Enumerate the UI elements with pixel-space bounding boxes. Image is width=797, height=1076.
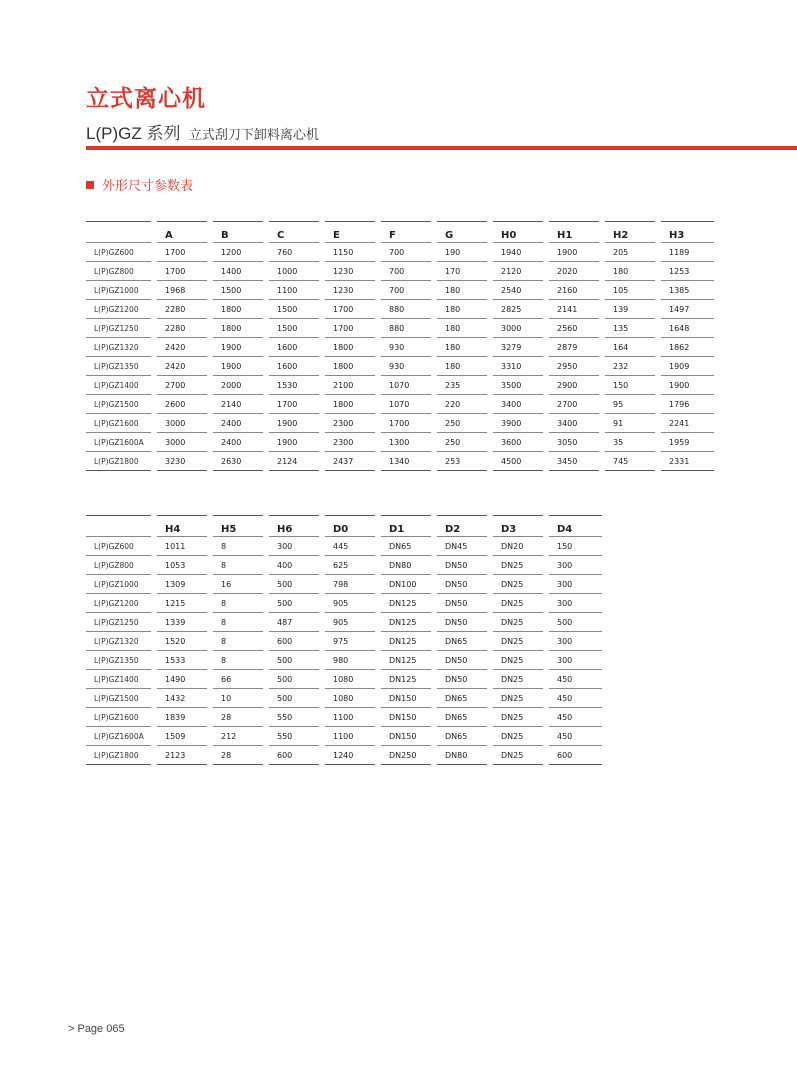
table-cell: DN25 xyxy=(490,727,546,746)
table-cell: 180 xyxy=(434,338,490,357)
table-cell: 1800 xyxy=(322,357,378,376)
table-cell: 1796 xyxy=(658,395,714,414)
model-name-cell: L(P)GZ1000 xyxy=(86,281,154,300)
table-cell: 1940 xyxy=(490,243,546,262)
table-cell: 2400 xyxy=(210,433,266,452)
table-cell: DN25 xyxy=(490,594,546,613)
table-cell: 1968 xyxy=(154,281,210,300)
table-cell: 1700 xyxy=(378,414,434,433)
table-cell: 2241 xyxy=(658,414,714,433)
table-cell: 3450 xyxy=(546,452,602,471)
table-cell: 300 xyxy=(546,556,602,575)
table-header-row xyxy=(86,516,602,537)
table-cell: 2400 xyxy=(210,414,266,433)
table-cell: DN150 xyxy=(378,708,434,727)
table-row xyxy=(86,689,602,708)
table-cell: DN125 xyxy=(378,670,434,689)
table-cell: 2540 xyxy=(490,281,546,300)
table-cell: 500 xyxy=(266,689,322,708)
table-cell: 2124 xyxy=(266,452,322,471)
table-cell: 2879 xyxy=(546,338,602,357)
table-cell: 164 xyxy=(602,338,658,357)
table-cell: 3000 xyxy=(490,319,546,338)
table-cell: 253 xyxy=(434,452,490,471)
table-cell: DN150 xyxy=(378,689,434,708)
table-cell: 2630 xyxy=(210,452,266,471)
table-cell: 600 xyxy=(266,746,322,765)
section-title: 外形尺寸参数表 xyxy=(102,178,194,193)
table-cell: 8 xyxy=(210,651,266,670)
table-cell: 600 xyxy=(266,632,322,651)
table-row xyxy=(86,613,602,632)
table-cell: 3900 xyxy=(490,414,546,433)
table-cell: 600 xyxy=(546,746,602,765)
table-cell: 500 xyxy=(266,594,322,613)
table-cell: 500 xyxy=(546,613,602,632)
table-cell: 1600 xyxy=(266,338,322,357)
table-cell: DN65 xyxy=(434,689,490,708)
table-cell: 2020 xyxy=(546,262,602,281)
table-cell: 1700 xyxy=(154,243,210,262)
column-header: D2 xyxy=(434,516,490,537)
table-cell: 2437 xyxy=(322,452,378,471)
table-cell: 1520 xyxy=(154,632,210,651)
model-name-cell: L(P)GZ1250 xyxy=(86,319,154,338)
table-cell: 2331 xyxy=(658,452,714,471)
column-header: H5 xyxy=(210,516,266,537)
table-cell: 105 xyxy=(602,281,658,300)
table-cell: DN50 xyxy=(434,575,490,594)
table-cell: 8 xyxy=(210,556,266,575)
dimension-table-1 xyxy=(86,221,714,471)
table-row xyxy=(86,537,602,556)
table-cell: 1215 xyxy=(154,594,210,613)
table-cell: 487 xyxy=(266,613,322,632)
table-cell: 2900 xyxy=(546,376,602,395)
table-cell: 2160 xyxy=(546,281,602,300)
model-name-cell: L(P)GZ1320 xyxy=(86,338,154,357)
page-number: > Page 065 xyxy=(68,1023,125,1035)
model-name-cell: L(P)GZ1350 xyxy=(86,651,154,670)
table-cell: 1340 xyxy=(378,452,434,471)
table-cell: 400 xyxy=(266,556,322,575)
table-row xyxy=(86,262,714,281)
table-cell: DN25 xyxy=(490,670,546,689)
table-cell: 880 xyxy=(378,319,434,338)
table-cell: 1500 xyxy=(266,319,322,338)
table-cell: 4500 xyxy=(490,452,546,471)
table-cell: DN65 xyxy=(378,537,434,556)
model-name-cell: L(P)GZ1250 xyxy=(86,613,154,632)
table-cell: 8 xyxy=(210,613,266,632)
table-cell: DN125 xyxy=(378,651,434,670)
table-cell: 1500 xyxy=(266,300,322,319)
model-name-cell: L(P)GZ800 xyxy=(86,556,154,575)
table-cell: 700 xyxy=(378,243,434,262)
model-name-cell: L(P)GZ1200 xyxy=(86,300,154,319)
table-cell: 625 xyxy=(322,556,378,575)
table-cell: 1497 xyxy=(658,300,714,319)
table-cell: 2123 xyxy=(154,746,210,765)
table-cell: 2280 xyxy=(154,319,210,338)
table-cell: 500 xyxy=(266,651,322,670)
table-cell: DN65 xyxy=(434,708,490,727)
table-cell: 91 xyxy=(602,414,658,433)
table-cell: 1900 xyxy=(658,376,714,395)
table-cell: 500 xyxy=(266,670,322,689)
table-cell: 300 xyxy=(266,537,322,556)
table-cell: 2420 xyxy=(154,357,210,376)
column-header: E xyxy=(322,222,378,243)
table-cell: 550 xyxy=(266,708,322,727)
table-cell: 35 xyxy=(602,433,658,452)
column-header: H2 xyxy=(602,222,658,243)
model-name-cell: L(P)GZ1600A xyxy=(86,727,154,746)
table-cell: 16 xyxy=(210,575,266,594)
model-name-cell: L(P)GZ1600 xyxy=(86,708,154,727)
table-cell: 1240 xyxy=(322,746,378,765)
table-cell: 1700 xyxy=(322,319,378,338)
table-cell: 1900 xyxy=(210,357,266,376)
table-row xyxy=(86,338,714,357)
table-cell: 1200 xyxy=(210,243,266,262)
table-cell: DN50 xyxy=(434,670,490,689)
table-cell: 1900 xyxy=(546,243,602,262)
table-cell: DN25 xyxy=(490,556,546,575)
table-cell: 1100 xyxy=(322,708,378,727)
table-cell: 1300 xyxy=(378,433,434,452)
table-cell: 700 xyxy=(378,262,434,281)
table-cell: DN25 xyxy=(490,575,546,594)
column-header: H1 xyxy=(546,222,602,243)
table-cell: 930 xyxy=(378,357,434,376)
table-row xyxy=(86,632,602,651)
table-cell: 1400 xyxy=(210,262,266,281)
table-cell: DN125 xyxy=(378,632,434,651)
table-cell: 1100 xyxy=(266,281,322,300)
table-cell: 1490 xyxy=(154,670,210,689)
table-cell: 798 xyxy=(322,575,378,594)
table-row xyxy=(86,594,602,613)
model-name-cell: L(P)GZ1500 xyxy=(86,689,154,708)
model-column-header xyxy=(86,516,154,537)
table-cell: 905 xyxy=(322,594,378,613)
table-cell: 3000 xyxy=(154,433,210,452)
table-cell: DN20 xyxy=(490,537,546,556)
table-cell: 1230 xyxy=(322,281,378,300)
column-header: D4 xyxy=(546,516,602,537)
table-cell: 1080 xyxy=(322,689,378,708)
table-cell: 1432 xyxy=(154,689,210,708)
table-cell: 1900 xyxy=(210,338,266,357)
column-header: D0 xyxy=(322,516,378,537)
table-cell: 1700 xyxy=(154,262,210,281)
table-cell: 2700 xyxy=(546,395,602,414)
table-cell: 1000 xyxy=(266,262,322,281)
table-cell: 135 xyxy=(602,319,658,338)
model-name-cell: L(P)GZ1320 xyxy=(86,632,154,651)
table-cell: DN25 xyxy=(490,689,546,708)
table-cell: DN50 xyxy=(434,613,490,632)
model-name-cell: L(P)GZ1600A xyxy=(86,433,154,452)
table-cell: 250 xyxy=(434,414,490,433)
table-row xyxy=(86,556,602,575)
column-header: F xyxy=(378,222,434,243)
table-cell: 760 xyxy=(266,243,322,262)
table-cell: 300 xyxy=(546,651,602,670)
series-heading xyxy=(86,119,319,144)
table-cell: DN65 xyxy=(434,727,490,746)
table-cell: 1700 xyxy=(266,395,322,414)
table-cell: 1100 xyxy=(322,727,378,746)
table-cell: 180 xyxy=(434,281,490,300)
section-heading xyxy=(86,175,193,195)
table-cell: 1309 xyxy=(154,575,210,594)
table-row xyxy=(86,414,714,433)
table-cell: 745 xyxy=(602,452,658,471)
column-header: H4 xyxy=(154,516,210,537)
table-cell: 2120 xyxy=(490,262,546,281)
table-cell: 180 xyxy=(434,300,490,319)
table-row xyxy=(86,708,602,727)
table-cell: 2140 xyxy=(210,395,266,414)
table-cell: 450 xyxy=(546,708,602,727)
table-cell: 1900 xyxy=(266,414,322,433)
table-cell: DN80 xyxy=(434,746,490,765)
table-cell: 1800 xyxy=(322,338,378,357)
table-cell: DN25 xyxy=(490,632,546,651)
table-cell: 2825 xyxy=(490,300,546,319)
column-header: H6 xyxy=(266,516,322,537)
table-cell: 1189 xyxy=(658,243,714,262)
table-cell: 95 xyxy=(602,395,658,414)
dimension-table-2 xyxy=(86,515,602,765)
table-cell: 930 xyxy=(378,338,434,357)
table-cell: DN80 xyxy=(378,556,434,575)
table-cell: 1385 xyxy=(658,281,714,300)
table-cell: DN25 xyxy=(490,746,546,765)
table-cell: 980 xyxy=(322,651,378,670)
table-cell: 28 xyxy=(210,708,266,727)
table-cell: 2280 xyxy=(154,300,210,319)
table-cell: 1070 xyxy=(378,376,434,395)
model-name-cell: L(P)GZ600 xyxy=(86,243,154,262)
table-cell: 3000 xyxy=(154,414,210,433)
table-cell: DN50 xyxy=(434,651,490,670)
table-cell: 2560 xyxy=(546,319,602,338)
table-cell: 300 xyxy=(546,575,602,594)
model-column-header xyxy=(86,222,154,243)
table-cell: DN50 xyxy=(434,594,490,613)
table-cell: 700 xyxy=(378,281,434,300)
model-name-cell: L(P)GZ600 xyxy=(86,537,154,556)
column-header: A xyxy=(154,222,210,243)
table-cell: DN45 xyxy=(434,537,490,556)
table-cell: 1862 xyxy=(658,338,714,357)
table-cell: DN100 xyxy=(378,575,434,594)
column-header: D3 xyxy=(490,516,546,537)
table-cell: 1230 xyxy=(322,262,378,281)
table-cell: 3600 xyxy=(490,433,546,452)
table-row xyxy=(86,651,602,670)
table-cell: 232 xyxy=(602,357,658,376)
column-header: G xyxy=(434,222,490,243)
table-cell: 2420 xyxy=(154,338,210,357)
table-cell: 1839 xyxy=(154,708,210,727)
table-cell: 170 xyxy=(434,262,490,281)
table-cell: 250 xyxy=(434,433,490,452)
table-cell: 880 xyxy=(378,300,434,319)
table-cell: 1600 xyxy=(266,357,322,376)
table-cell: 28 xyxy=(210,746,266,765)
table-cell: 1800 xyxy=(322,395,378,414)
table-cell: DN125 xyxy=(378,613,434,632)
table-cell: 3230 xyxy=(154,452,210,471)
table-cell: 139 xyxy=(602,300,658,319)
red-square-bullet-icon xyxy=(86,181,94,189)
table-cell: 450 xyxy=(546,727,602,746)
table-cell: 550 xyxy=(266,727,322,746)
table-cell: 8 xyxy=(210,537,266,556)
table-cell: 450 xyxy=(546,689,602,708)
model-name-cell: L(P)GZ1400 xyxy=(86,376,154,395)
page-title: 立式离心机 xyxy=(86,85,206,111)
table-row xyxy=(86,300,714,319)
table-row xyxy=(86,357,714,376)
table-cell: 1011 xyxy=(154,537,210,556)
table-cell: 1700 xyxy=(322,300,378,319)
table-cell: 205 xyxy=(602,243,658,262)
model-name-cell: L(P)GZ1350 xyxy=(86,357,154,376)
table-row xyxy=(86,575,602,594)
column-header: D1 xyxy=(378,516,434,537)
table-cell: 2300 xyxy=(322,433,378,452)
table-cell: DN250 xyxy=(378,746,434,765)
table-cell: 180 xyxy=(434,357,490,376)
table-cell: 500 xyxy=(266,575,322,594)
table-row xyxy=(86,395,714,414)
table-cell: DN25 xyxy=(490,708,546,727)
table-cell: 1253 xyxy=(658,262,714,281)
table-cell: 2000 xyxy=(210,376,266,395)
table-cell: 180 xyxy=(602,262,658,281)
table-row xyxy=(86,281,714,300)
table-cell: 150 xyxy=(602,376,658,395)
table-cell: 3400 xyxy=(546,414,602,433)
table-cell: 2300 xyxy=(322,414,378,433)
model-name-cell: L(P)GZ1600 xyxy=(86,414,154,433)
table-cell: 300 xyxy=(546,632,602,651)
table-cell: 3050 xyxy=(546,433,602,452)
table-cell: 1800 xyxy=(210,300,266,319)
table-cell: 1800 xyxy=(210,319,266,338)
table-row xyxy=(86,376,714,395)
table-cell: 905 xyxy=(322,613,378,632)
table-cell: 1080 xyxy=(322,670,378,689)
table-cell: 66 xyxy=(210,670,266,689)
table-cell: DN150 xyxy=(378,727,434,746)
table-cell: 300 xyxy=(546,594,602,613)
model-name-cell: L(P)GZ1000 xyxy=(86,575,154,594)
table-cell: 190 xyxy=(434,243,490,262)
table-cell: 1648 xyxy=(658,319,714,338)
table-cell: 3500 xyxy=(490,376,546,395)
table-cell: DN25 xyxy=(490,613,546,632)
table-header-row xyxy=(86,222,714,243)
table-cell: 10 xyxy=(210,689,266,708)
table-cell: DN50 xyxy=(434,556,490,575)
table-row xyxy=(86,670,602,689)
series-name: L(P)GZ 系列 xyxy=(86,124,181,143)
table-cell: 1500 xyxy=(210,281,266,300)
table-cell: 1053 xyxy=(154,556,210,575)
table-cell: 450 xyxy=(546,670,602,689)
table-row xyxy=(86,319,714,338)
table-cell: 3400 xyxy=(490,395,546,414)
table-row xyxy=(86,452,714,471)
table-cell: 3279 xyxy=(490,338,546,357)
table-cell: 2100 xyxy=(322,376,378,395)
table-cell: 2950 xyxy=(546,357,602,376)
table-cell: 2700 xyxy=(154,376,210,395)
table-cell: 8 xyxy=(210,632,266,651)
table-cell: 220 xyxy=(434,395,490,414)
table-cell: 180 xyxy=(434,319,490,338)
column-header: H0 xyxy=(490,222,546,243)
table-cell: 1509 xyxy=(154,727,210,746)
table-cell: DN65 xyxy=(434,632,490,651)
table-row xyxy=(86,433,714,452)
column-header: H3 xyxy=(658,222,714,243)
table-cell: 1070 xyxy=(378,395,434,414)
model-name-cell: L(P)GZ1400 xyxy=(86,670,154,689)
model-name-cell: L(P)GZ1200 xyxy=(86,594,154,613)
table-cell: 235 xyxy=(434,376,490,395)
table-cell: 1339 xyxy=(154,613,210,632)
column-header: C xyxy=(266,222,322,243)
table-cell: 2141 xyxy=(546,300,602,319)
table-cell: DN25 xyxy=(490,651,546,670)
table-cell: 212 xyxy=(210,727,266,746)
table-cell: 1900 xyxy=(266,433,322,452)
series-description: 立式刮刀下卸料离心机 xyxy=(188,127,319,142)
table-row xyxy=(86,746,602,765)
table-row xyxy=(86,243,714,262)
red-divider xyxy=(86,146,797,150)
table-cell: 445 xyxy=(322,537,378,556)
table-cell: 8 xyxy=(210,594,266,613)
table-cell: 150 xyxy=(546,537,602,556)
model-name-cell: L(P)GZ1800 xyxy=(86,452,154,471)
table-cell: DN125 xyxy=(378,594,434,613)
model-name-cell: L(P)GZ1500 xyxy=(86,395,154,414)
model-name-cell: L(P)GZ1800 xyxy=(86,746,154,765)
table-row xyxy=(86,727,602,746)
table-cell: 1533 xyxy=(154,651,210,670)
table-cell: 2600 xyxy=(154,395,210,414)
table-cell: 3310 xyxy=(490,357,546,376)
table-cell: 1959 xyxy=(658,433,714,452)
column-header: B xyxy=(210,222,266,243)
table-cell: 1530 xyxy=(266,376,322,395)
table-cell: 975 xyxy=(322,632,378,651)
table-cell: 1150 xyxy=(322,243,378,262)
table-cell: 1909 xyxy=(658,357,714,376)
model-name-cell: L(P)GZ800 xyxy=(86,262,154,281)
